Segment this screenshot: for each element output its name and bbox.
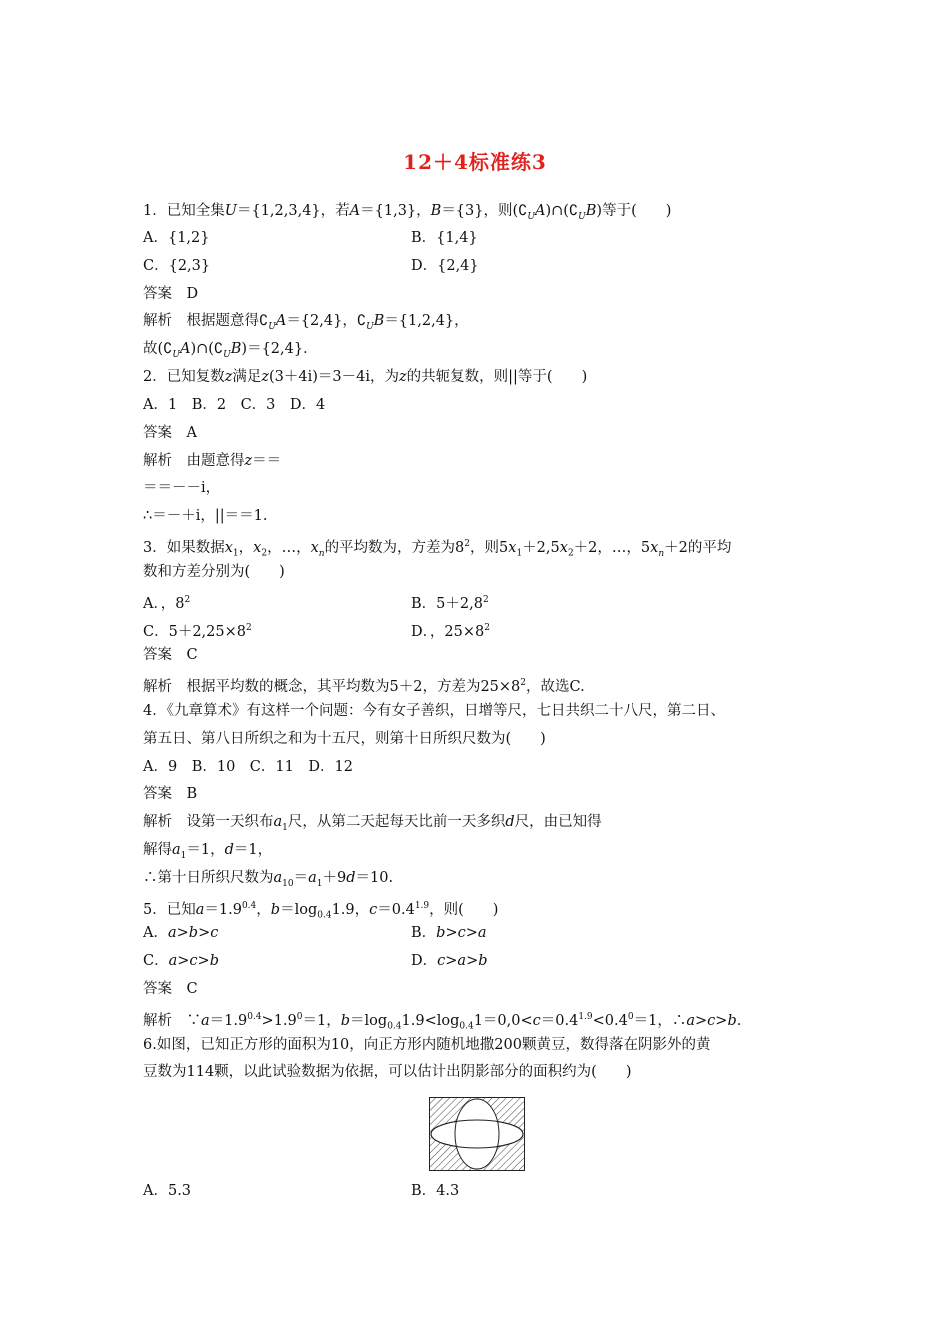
q4-analysis-line-1: 解析 设第一天织布$a_1$尺，从第二天起每天比前一天多织d尺，由已知得 (143, 814, 602, 833)
q2-analysis-line-2: ＝＝－－i， (143, 480, 221, 496)
q4-analysis-line-2: 解得$a_1=1$，d＝1， (143, 842, 273, 861)
q3-analysis: 解析 根据平均数的概念，其平均数为5＋2，方差为$25\times 8^2$，故选C. (143, 678, 585, 695)
vertical-ellipse (455, 1099, 499, 1169)
q1-option-d: D．{2,4} (411, 258, 479, 274)
q5-stem: 5．已知$a=1.9^{0.4}$，$b=\log_{0.4}1.9$，$c=0.4^{1.9}$，则( ) (143, 901, 499, 921)
q3-option-b: B．$5+2,8^2$ (411, 595, 489, 612)
q5-option-b: B．b>c>a (411, 925, 487, 941)
q1-option-a: A．{1,2} (143, 230, 210, 246)
q3-option-d: D．，$25\times 8^2$ (411, 623, 490, 640)
q6-option-a: A．5.3 (143, 1183, 192, 1199)
q6-option-b: B．4.3 (411, 1183, 460, 1199)
q4-options: A．9 B．10 C．11 D．12 (143, 759, 353, 775)
q3-stem-line-2: 数和方差分别为( ) (143, 564, 285, 580)
q6-stem-line-2: 豆数为114颗，以此试验数据为依据，可以估计出阴影部分的面积约为( ) (143, 1064, 632, 1080)
q4-stem-line-1: 4．《九章算术》有这样一个问题：今有女子善织，日增等尺，七日共织二十八尺，第二日、 (143, 703, 725, 719)
q4-answer: 答案 B (143, 786, 198, 802)
q6-stem-line-1: 6.如图，已知正方形的面积为10，向正方形内随机地撒200颗黄豆，数得落在阴影外的黄 (143, 1037, 711, 1053)
q2-options: A．1 B．2 C．3 D．4 (143, 397, 326, 413)
q5-analysis: 解析 $\because a=1.9^{0.4}>1.9^0=1$，$b=\log_{0.4}1.9<\log_{0.4}1=0,0<c=0.4^{1.9}<0.4^0=1$，∴a>c>b. (143, 1012, 742, 1032)
q5-option-d: D．c>a>b (411, 953, 488, 969)
q3-stem-line-1: 3．如果数据$x_1$，$x_2$，…，$x_n$的平均数为，方差为$8^2$，则$5x_1+2,5x_2+2$，…，$5x_n+2$的平均 (143, 539, 732, 559)
shaded-square-figure (429, 1097, 525, 1171)
q1-analysis-line-2: 故$(∁_UA)\cap(∁_UB)=\{2,4\}$． (143, 341, 318, 360)
q1-stem: 1．已知全集U＝{1,2,3,4}，若A＝{1,3}，B＝{3}，则$(∁_UA)\cap(∁_UB)$等于( ) (143, 203, 672, 222)
q2-analysis-line-1: 解析 由题意得z＝＝ (143, 453, 282, 469)
q5-option-a: A．a>b>c (143, 925, 219, 941)
q3-option-c: C．$5+2,25\times 8^2$ (143, 623, 252, 640)
q1-option-c: C．{2,3} (143, 258, 211, 274)
q1-answer: 答案 D (143, 286, 199, 302)
q1-option-b: B．{1,4} (411, 230, 478, 246)
q5-option-c: C．a>c>b (143, 953, 219, 969)
q2-answer: 答案 A (143, 425, 197, 441)
q1-analysis-line-1: 解析 根据题意得$∁_UA=\{2,4\}$，$∁_UB=\{1,2,4\}$， (143, 313, 469, 332)
q5-answer: 答案 C (143, 981, 198, 997)
page-title: 12＋4标准练3 (403, 150, 547, 174)
q4-analysis-line-3: ∴第十日所织尺数为$a_{10}=a_1+9d=10$. (143, 870, 394, 889)
q2-stem: 2．已知复数z满足z(3＋4i)＝3－4i，为z的共轭复数，则||等于( ) (143, 369, 588, 385)
q3-answer: 答案 C (143, 647, 198, 663)
q4-stem-line-2: 第五日、第八日所织之和为十五尺，则第十日所织尺数为( ) (143, 731, 546, 747)
q3-option-a: A．，$8^2$ (143, 595, 191, 612)
q2-analysis-line-3: ∴＝－＋i，||＝＝1. (143, 508, 268, 524)
